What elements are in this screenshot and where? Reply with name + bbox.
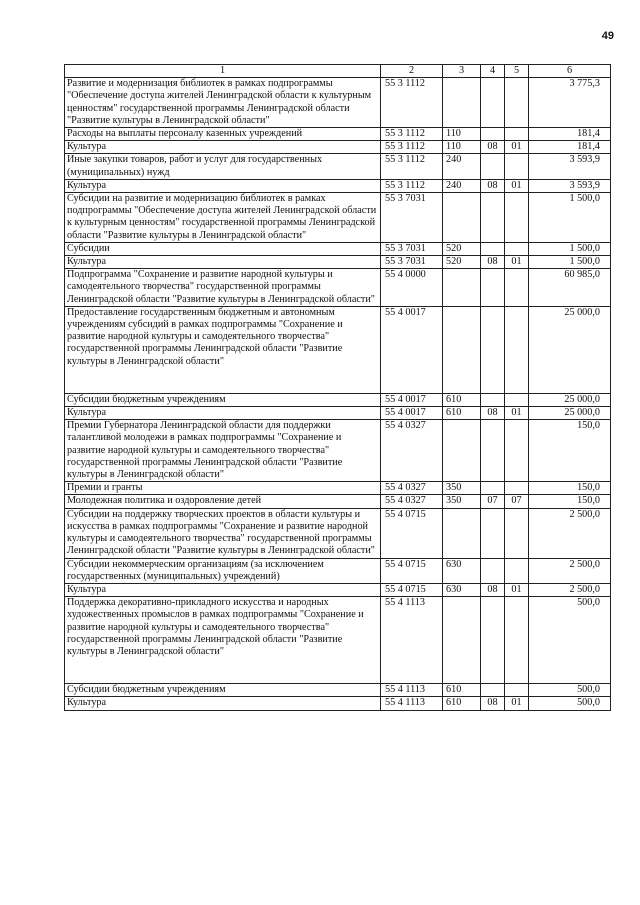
row-section-cell xyxy=(481,242,505,255)
row-name-cell: Предоставление государственным бюджетным и автономным учреждениям субсидий в рамках подпрограммы "Сохранение и развитие народной культуры и самодеятельного творчества" государственной программы Ленинградской области "Развитие культуры в Ленинградской области" xyxy=(65,306,381,393)
row-amount-cell: 150,0 xyxy=(529,495,611,508)
row-name-cell: Субсидии xyxy=(65,242,381,255)
row-name-cell: Культура xyxy=(65,407,381,420)
row-amount-cell: 3 593,9 xyxy=(529,179,611,192)
row-name-cell: Молодежная политика и оздоровление детей xyxy=(65,495,381,508)
table-row xyxy=(65,495,611,508)
row-code-cell: 55 4 0715 xyxy=(381,508,443,558)
row-section-cell xyxy=(481,558,505,583)
row-expense-type-cell: 520 xyxy=(443,242,481,255)
row-code-cell: 55 3 7031 xyxy=(381,256,443,269)
row-expense-type-cell xyxy=(443,597,481,684)
column-header: 2 xyxy=(381,65,443,78)
row-section-cell xyxy=(481,597,505,684)
budget-table xyxy=(64,64,611,711)
table-row xyxy=(65,597,611,684)
row-name-cell: Субсидии на поддержку творческих проектов в области культуры и искусства в рамках подпрограммы "Сохранение и развитие народной культуры и самодеятельного творчества" государственной программы Ленинградской области "Развитие культуры в Ленинградской области" xyxy=(65,508,381,558)
row-amount-cell: 500,0 xyxy=(529,697,611,710)
row-code-cell: 55 4 1113 xyxy=(381,697,443,710)
row-code-cell: 55 3 1112 xyxy=(381,154,443,179)
table-row xyxy=(65,407,611,420)
row-subsection-cell xyxy=(505,269,529,307)
row-subsection-cell: 01 xyxy=(505,256,529,269)
column-header: 4 xyxy=(481,65,505,78)
row-code-cell: 55 4 0017 xyxy=(381,393,443,406)
row-subsection-cell xyxy=(505,558,529,583)
row-amount-cell: 500,0 xyxy=(529,684,611,697)
row-expense-type-cell: 110 xyxy=(443,141,481,154)
table-row xyxy=(65,78,611,128)
row-subsection-cell xyxy=(505,193,529,243)
row-expense-type-cell xyxy=(443,193,481,243)
row-code-cell: 55 4 0327 xyxy=(381,495,443,508)
page-number: 49 xyxy=(601,30,614,42)
row-code-cell: 55 4 0017 xyxy=(381,407,443,420)
row-subsection-cell: 07 xyxy=(505,495,529,508)
table-row xyxy=(65,141,611,154)
row-section-cell: 08 xyxy=(481,179,505,192)
row-code-cell: 55 4 0327 xyxy=(381,420,443,482)
row-code-cell: 55 4 1113 xyxy=(381,597,443,684)
table-row xyxy=(65,684,611,697)
row-expense-type-cell: 610 xyxy=(443,684,481,697)
row-name-cell: Субсидии некоммерческим организациям (за исключением государственных (муниципальных) учреждений) xyxy=(65,558,381,583)
row-expense-type-cell: 350 xyxy=(443,495,481,508)
row-name-cell: Поддержка декоративно-прикладного искусства и народных художественных промыслов в рамках подпрограммы "Сохранение и развитие народной культуры и самодеятельного творчества" государственной программы Ленинградской области "Развитие культуры в Ленинградской области" xyxy=(65,597,381,684)
row-code-cell: 55 4 0715 xyxy=(381,583,443,596)
table-row xyxy=(65,508,611,558)
column-header: 3 xyxy=(443,65,481,78)
row-code-cell: 55 3 1112 xyxy=(381,179,443,192)
row-code-cell: 55 3 1112 xyxy=(381,141,443,154)
row-expense-type-cell: 630 xyxy=(443,558,481,583)
row-section-cell xyxy=(481,154,505,179)
row-section-cell: 08 xyxy=(481,697,505,710)
table-row xyxy=(65,154,611,179)
row-code-cell: 55 4 0000 xyxy=(381,269,443,307)
row-subsection-cell xyxy=(505,306,529,393)
table-row xyxy=(65,420,611,482)
table-row xyxy=(65,179,611,192)
row-section-cell: 08 xyxy=(481,141,505,154)
row-section-cell xyxy=(481,128,505,141)
row-subsection-cell xyxy=(505,420,529,482)
row-section-cell xyxy=(481,684,505,697)
row-name-cell: Культура xyxy=(65,141,381,154)
row-amount-cell: 25 000,0 xyxy=(529,393,611,406)
row-name-cell: Расходы на выплаты персоналу казенных учреждений xyxy=(65,128,381,141)
row-code-cell: 55 4 1113 xyxy=(381,684,443,697)
row-section-cell xyxy=(481,78,505,128)
row-expense-type-cell xyxy=(443,420,481,482)
row-amount-cell: 3 593,9 xyxy=(529,154,611,179)
row-section-cell xyxy=(481,306,505,393)
row-subsection-cell: 01 xyxy=(505,141,529,154)
row-amount-cell: 25 000,0 xyxy=(529,306,611,393)
row-expense-type-cell: 350 xyxy=(443,482,481,495)
row-expense-type-cell xyxy=(443,78,481,128)
row-name-cell: Культура xyxy=(65,697,381,710)
row-subsection-cell xyxy=(505,128,529,141)
row-subsection-cell xyxy=(505,597,529,684)
row-subsection-cell: 01 xyxy=(505,179,529,192)
table-row xyxy=(65,482,611,495)
table-row xyxy=(65,697,611,710)
row-subsection-cell: 01 xyxy=(505,697,529,710)
row-expense-type-cell: 610 xyxy=(443,407,481,420)
row-subsection-cell xyxy=(505,482,529,495)
row-section-cell: 08 xyxy=(481,407,505,420)
row-code-cell: 55 4 0715 xyxy=(381,558,443,583)
row-subsection-cell xyxy=(505,154,529,179)
row-subsection-cell: 01 xyxy=(505,407,529,420)
row-amount-cell: 181,4 xyxy=(529,128,611,141)
row-subsection-cell xyxy=(505,78,529,128)
row-subsection-cell xyxy=(505,393,529,406)
row-name-cell: Подпрограмма "Сохранение и развитие народной культуры и самодеятельного творчества" государственной программы Ленинградской области "Развитие культуры в Ленинградской области" xyxy=(65,269,381,307)
table-row xyxy=(65,242,611,255)
row-code-cell: 55 3 1112 xyxy=(381,78,443,128)
row-name-cell: Субсидии бюджетным учреждениям xyxy=(65,684,381,697)
row-name-cell: Субсидии на развитие и модернизацию библиотек в рамках подпрограммы "Обеспечение доступа жителей Ленинградской области к культурным ценностям" государственной программы Ленинградской области "Развитие культуры в Ленинградской области" xyxy=(65,193,381,243)
row-amount-cell: 500,0 xyxy=(529,597,611,684)
row-section-cell xyxy=(481,393,505,406)
row-subsection-cell xyxy=(505,242,529,255)
row-section-cell: 08 xyxy=(481,256,505,269)
row-expense-type-cell: 240 xyxy=(443,179,481,192)
row-code-cell: 55 4 0327 xyxy=(381,482,443,495)
table-row xyxy=(65,128,611,141)
table-row xyxy=(65,583,611,596)
row-section-cell xyxy=(481,508,505,558)
row-expense-type-cell: 610 xyxy=(443,393,481,406)
row-section-cell xyxy=(481,193,505,243)
row-code-cell: 55 3 7031 xyxy=(381,242,443,255)
row-name-cell: Премии Губернатора Ленинградской области для поддержки талантливой молодежи в рамках подпрограммы "Сохранение и развитие народной культуры и самодеятельного творчества" государственной программы Ленинградской области "Развитие культуры в Ленинградской области" xyxy=(65,420,381,482)
row-expense-type-cell: 110 xyxy=(443,128,481,141)
row-amount-cell: 150,0 xyxy=(529,482,611,495)
row-name-cell: Культура xyxy=(65,179,381,192)
row-amount-cell: 181,4 xyxy=(529,141,611,154)
row-subsection-cell xyxy=(505,684,529,697)
table-row xyxy=(65,306,611,393)
row-name-cell: Премии и гранты xyxy=(65,482,381,495)
row-amount-cell: 1 500,0 xyxy=(529,193,611,243)
row-code-cell: 55 3 1112 xyxy=(381,128,443,141)
row-expense-type-cell xyxy=(443,269,481,307)
row-expense-type-cell: 240 xyxy=(443,154,481,179)
row-expense-type-cell: 630 xyxy=(443,583,481,596)
row-name-cell: Развитие и модернизация библиотек в рамках подпрограммы "Обеспечение доступа жителей Ленинградской области к культурным ценностям" государственной программы Ленинградской области "Развитие культуры в Ленинградской области" xyxy=(65,78,381,128)
row-expense-type-cell xyxy=(443,306,481,393)
row-section-cell: 08 xyxy=(481,583,505,596)
row-name-cell: Культура xyxy=(65,256,381,269)
row-name-cell: Иные закупки товаров, работ и услуг для государственных (муниципальных) нужд xyxy=(65,154,381,179)
row-amount-cell: 150,0 xyxy=(529,420,611,482)
row-name-cell: Культура xyxy=(65,583,381,596)
row-subsection-cell xyxy=(505,508,529,558)
row-section-cell xyxy=(481,420,505,482)
column-header: 1 xyxy=(65,65,381,78)
header-row xyxy=(65,65,611,78)
row-section-cell xyxy=(481,482,505,495)
row-amount-cell: 2 500,0 xyxy=(529,583,611,596)
row-amount-cell: 1 500,0 xyxy=(529,256,611,269)
row-expense-type-cell: 610 xyxy=(443,697,481,710)
row-amount-cell: 60 985,0 xyxy=(529,269,611,307)
row-amount-cell: 2 500,0 xyxy=(529,558,611,583)
table-row xyxy=(65,193,611,243)
row-code-cell: 55 3 7031 xyxy=(381,193,443,243)
row-section-cell: 07 xyxy=(481,495,505,508)
row-amount-cell: 1 500,0 xyxy=(529,242,611,255)
table-row xyxy=(65,256,611,269)
row-amount-cell: 3 775,3 xyxy=(529,78,611,128)
row-name-cell: Субсидии бюджетным учреждениям xyxy=(65,393,381,406)
row-expense-type-cell: 520 xyxy=(443,256,481,269)
row-section-cell xyxy=(481,269,505,307)
row-expense-type-cell xyxy=(443,508,481,558)
table-row xyxy=(65,558,611,583)
row-code-cell: 55 4 0017 xyxy=(381,306,443,393)
column-header: 6 xyxy=(529,65,611,78)
column-header: 5 xyxy=(505,65,529,78)
row-amount-cell: 25 000,0 xyxy=(529,407,611,420)
row-amount-cell: 2 500,0 xyxy=(529,508,611,558)
table-row xyxy=(65,269,611,307)
table-row xyxy=(65,393,611,406)
row-subsection-cell: 01 xyxy=(505,583,529,596)
